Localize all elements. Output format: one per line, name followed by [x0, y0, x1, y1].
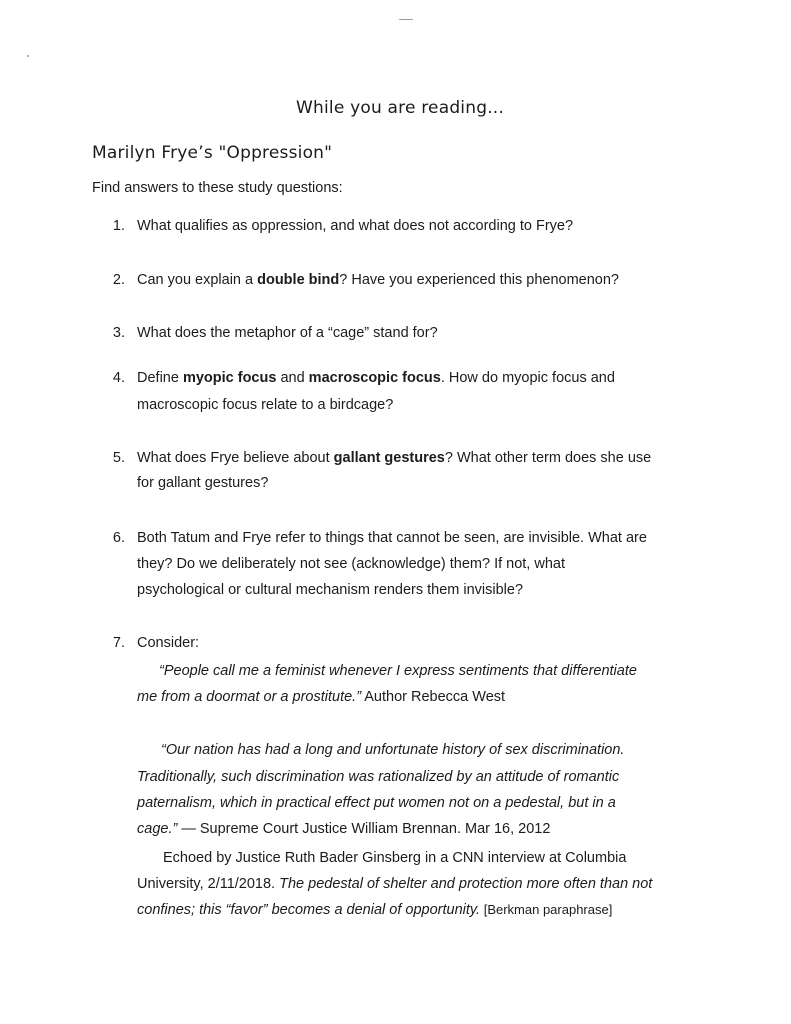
question-text: Define myopic focus and macroscopic focus. How do myopic focus and: [137, 370, 615, 386]
question-number: 2.: [112, 272, 125, 288]
key-term: myopic focus: [182, 370, 277, 386]
scan-mark: [399, 19, 413, 20]
quotation-line: Traditionally, such discrimination was rationalized by an attitude of romantic: [137, 769, 620, 785]
commentary-line: Echoed by Justice Ruth Bader Ginsberg in a CNN interview at Columbia: [163, 850, 627, 866]
quote-attribution: Author Rebecca West: [361, 689, 506, 705]
quotation-line: me from a doormat or a prostitute.” Author Rebecca West: [137, 689, 506, 705]
question-number: 5.: [112, 450, 125, 466]
question-text: Can you explain a double bind? Have you experienced this phenomenon?: [137, 272, 619, 288]
question-text: psychological or cultural mechanism renders them invisible?: [137, 582, 524, 598]
source-note: [Berkman paraphrase]: [480, 902, 613, 917]
quotation-line: “Our nation has had a long and unfortunate history of sex discrimination.: [161, 742, 625, 758]
quotation-line: cage.” — Supreme Court Justice William Brennan. Mar 16, 2012: [137, 821, 551, 837]
reading-title: Marilyn Frye’s "Oppression": [92, 143, 333, 163]
page-title: While you are reading...: [296, 98, 505, 118]
key-term: macroscopic focus: [308, 370, 441, 386]
question-text: Consider:: [137, 635, 200, 651]
question-text: What does Frye believe about gallant gestures? What other term does she use: [137, 450, 652, 466]
key-term: gallant gestures: [333, 450, 445, 466]
quotation-line: paternalism, which in practical effect put women not on a pedestal, but in a: [137, 795, 616, 811]
quotation-line: “People call me a feminist whenever I express sentiments that differentiate: [159, 663, 637, 679]
question-text: What qualifies as oppression, and what does not according to Frye?: [137, 218, 574, 234]
question-text: macroscopic focus relate to a birdcage?: [137, 397, 394, 413]
commentary-line: University, 2/11/2018. The pedestal of shelter and protection more often than not: [137, 876, 653, 892]
key-term: double bind: [257, 272, 340, 288]
question-text: Both Tatum and Frye refer to things that cannot be seen, are invisible. What are: [137, 530, 647, 546]
scan-mark: [27, 55, 29, 57]
question-number: 4.: [112, 370, 125, 386]
question-number: 1.: [112, 218, 125, 234]
question-number: 3.: [112, 325, 125, 341]
question-text: they? Do we deliberately not see (acknowledge) them? If not, what: [137, 556, 565, 572]
question-text: for gallant gestures?: [137, 475, 269, 491]
question-number: 7.: [112, 635, 125, 651]
instructions: Find answers to these study questions:: [92, 180, 343, 196]
quote-attribution: — Supreme Court Justice William Brennan. Mar 16, 2012: [177, 821, 551, 837]
commentary-line: confines; this “favor” becomes a denial of opportunity. [Berkman paraphrase]: [137, 902, 613, 918]
question-number: 6.: [112, 530, 125, 546]
question-text: What does the metaphor of a “cage” stand for?: [137, 325, 438, 341]
